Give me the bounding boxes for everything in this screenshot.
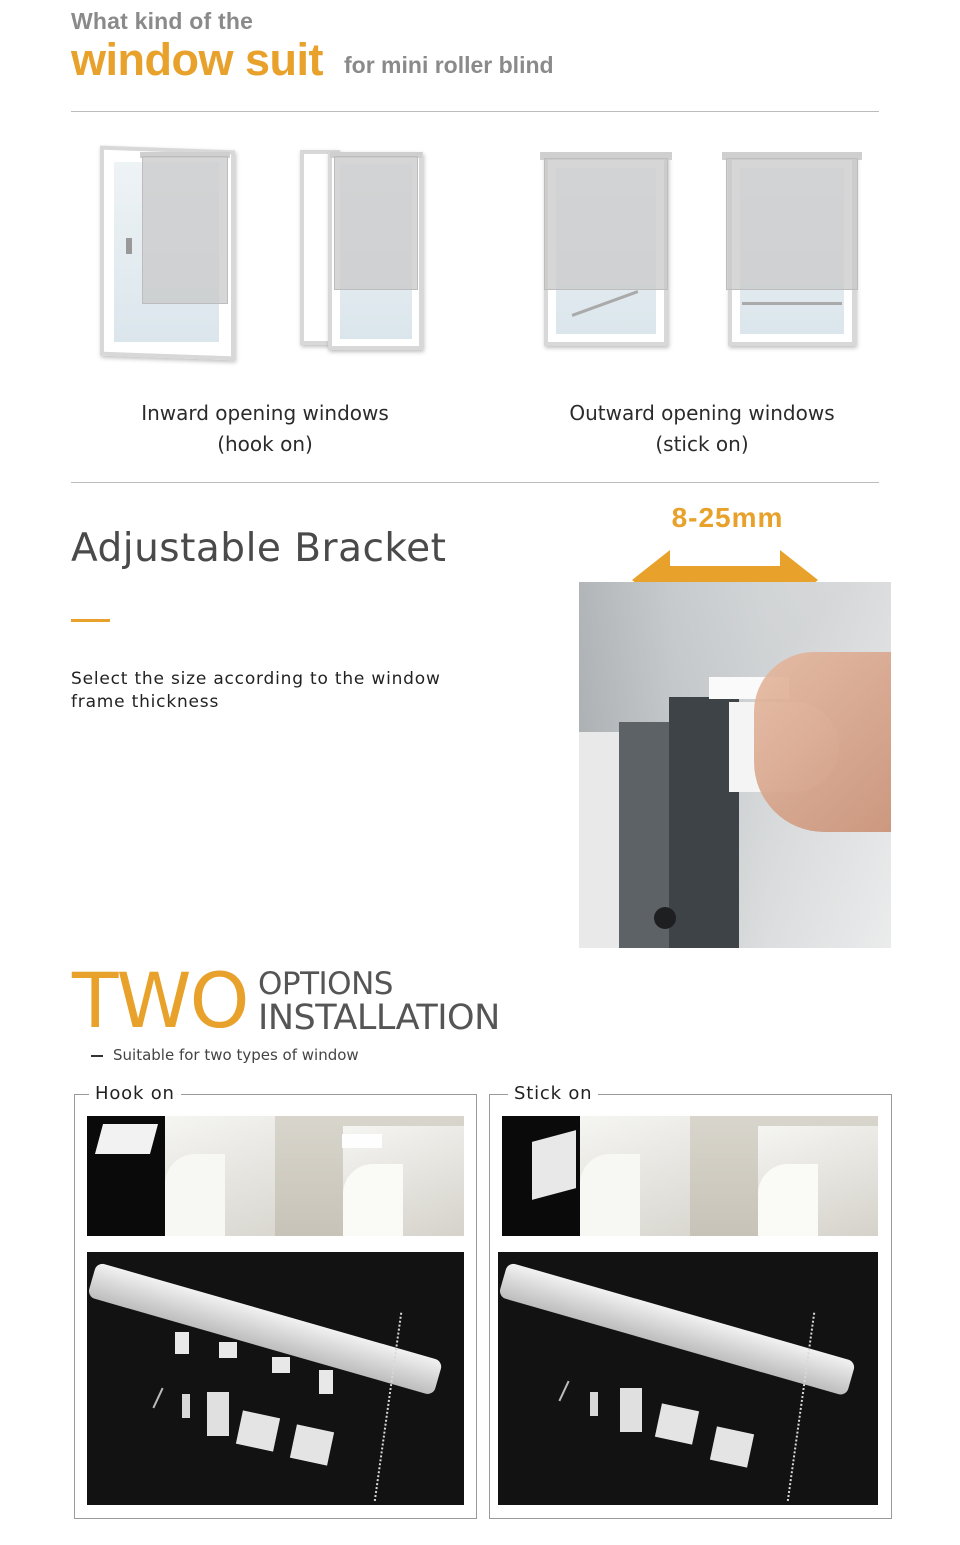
stick-on-label: Stick on <box>508 1083 598 1104</box>
options-heading: OPTIONS <box>258 966 393 1002</box>
bracket-title: Adjustable Bracket <box>71 526 447 571</box>
inward-window-side-image <box>300 150 425 350</box>
installation-heading: INSTALLATION <box>258 998 500 1038</box>
inward-caption <box>120 398 410 460</box>
bracket-photo <box>579 582 891 948</box>
two-heading: TWO <box>72 956 248 1045</box>
outward-window-awning-image <box>722 152 862 350</box>
inward-caption-line2: (hook on) <box>217 432 313 456</box>
options-subtitle: Suitable for two types of window <box>113 1046 359 1064</box>
outward-caption-line2: (stick on) <box>655 432 749 456</box>
header-title: window suit <box>71 34 323 85</box>
bracket-accent-dash <box>71 619 110 622</box>
outward-window-casement-image <box>540 152 675 350</box>
bracket-range-label: 8-25mm <box>671 502 784 533</box>
hook-on-label: Hook on <box>89 1083 181 1104</box>
divider-middle <box>71 482 879 483</box>
stick-on-bracket-photo <box>502 1116 878 1236</box>
header-kicker: What kind of the <box>71 8 254 34</box>
stick-on-kit-photo <box>498 1252 878 1505</box>
header-subtitle: for mini roller blind <box>344 52 554 78</box>
inward-window-tilt-image <box>100 148 235 358</box>
outward-caption <box>552 398 852 460</box>
bracket-description: Select the size according to the window frame thickness <box>71 669 441 712</box>
inward-caption-line1: Inward opening windows <box>141 401 389 425</box>
hook-on-bracket-photo <box>87 1116 464 1236</box>
subtitle-dash <box>91 1055 103 1057</box>
divider-top <box>71 111 879 112</box>
outward-caption-line1: Outward opening windows <box>569 401 835 425</box>
hook-on-kit-photo <box>87 1252 464 1505</box>
